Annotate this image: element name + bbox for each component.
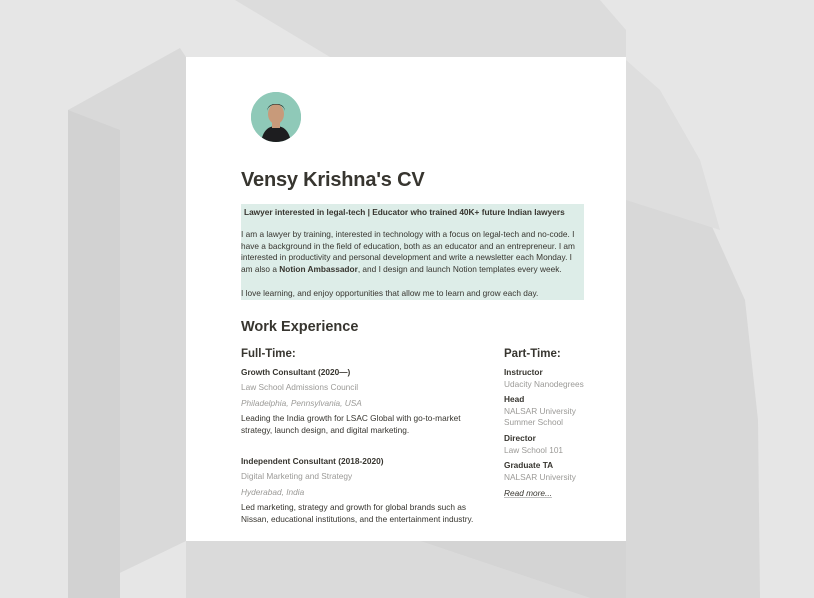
profile-photo-icon xyxy=(251,92,301,142)
job-role: Independent Consultant (2018-2020) xyxy=(241,456,384,466)
part-time-organization: Law School 101 xyxy=(504,445,564,455)
read-more-link[interactable]: Read more... xyxy=(504,488,552,498)
work-experience-heading: Work Experience xyxy=(241,319,359,335)
intro-paragraph xyxy=(241,229,584,276)
part-time-organization-line2: Summer School xyxy=(504,417,564,427)
part-time-organization: Udacity Nanodegrees xyxy=(504,379,584,389)
part-time-role: Instructor xyxy=(504,367,543,377)
job-organization: Digital Marketing and Strategy xyxy=(241,471,353,481)
job-location: Philadelphia, Pennsylvania, USA xyxy=(241,398,362,408)
part-time-role: Graduate TA xyxy=(504,460,554,470)
intro-paragraph-2: I love learning, and enjoy opportunities that allow me to learn and grow each day. xyxy=(241,288,539,298)
intro-text-end: , and I design and launch Notion templates every week. xyxy=(357,264,562,275)
intro-text: I am a lawyer by training, interested in technology with a focus on legal-tech and no-code. I have a background in the field of education, both as an educator and an entrepreneur. I am interested in productivity and personal development and write a newsletter each Monday. I am also a xyxy=(241,229,575,275)
notion-ambassador-highlight: Notion Ambassador xyxy=(279,264,358,275)
job-organization: Law School Admissions Council xyxy=(241,382,359,392)
job-description: Leading the India growth for LSAC Global with go-to-market strategy, launch design, and digital marketing. xyxy=(241,413,461,435)
job-description: Led marketing, strategy and growth for global brands such as Nissan, educational institutions, and the entertainment industry. xyxy=(241,502,474,524)
part-time-organization: NALSAR University xyxy=(504,472,576,482)
intro-callout xyxy=(241,204,584,300)
part-time-organization: NALSAR University xyxy=(504,406,576,416)
full-time-heading: Full-Time: xyxy=(241,348,296,360)
part-time-role: Director xyxy=(504,433,536,443)
cv-page xyxy=(186,57,626,541)
page-title: Vensy Krishna's CV xyxy=(241,169,425,191)
part-time-heading: Part-Time: xyxy=(504,348,561,360)
intro-tagline: Lawyer interested in legal-tech | Educator who trained 40K+ future Indian lawyers xyxy=(244,207,565,217)
part-time-role: Head xyxy=(504,394,525,404)
profile-avatar[interactable] xyxy=(251,92,301,142)
job-role: Growth Consultant (2020—) xyxy=(241,367,351,377)
job-location: Hyderabad, India xyxy=(241,487,305,497)
